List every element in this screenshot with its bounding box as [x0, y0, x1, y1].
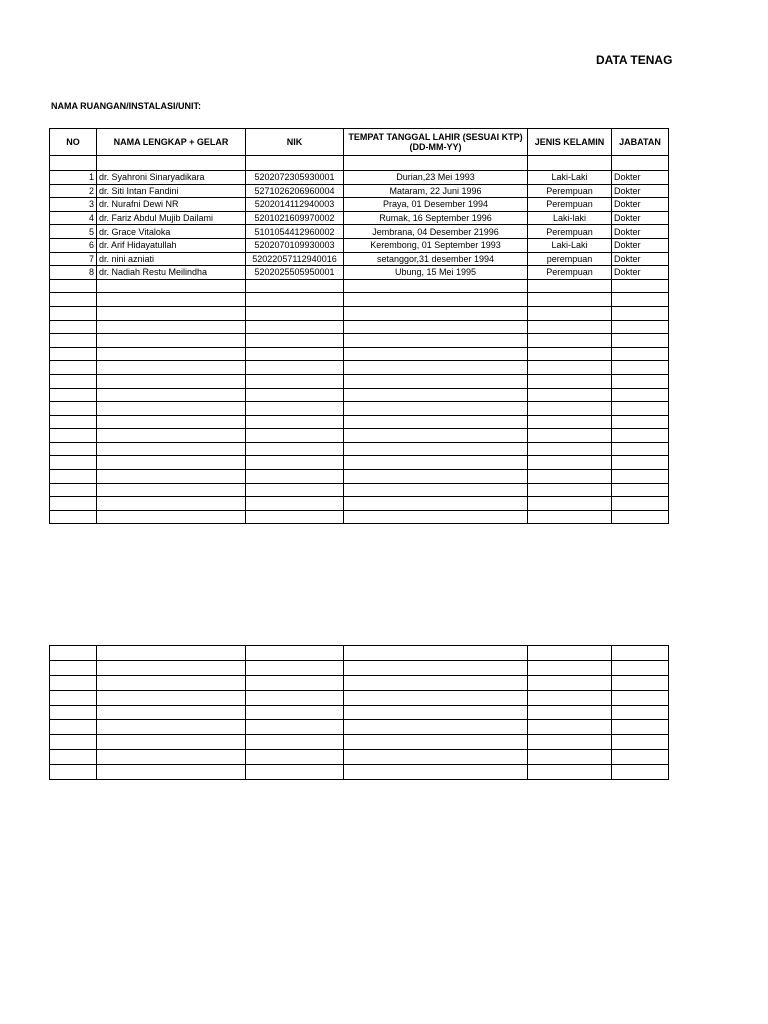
- empty-cell: [246, 660, 344, 675]
- table-row: [50, 361, 669, 375]
- empty-cell: [246, 402, 344, 416]
- table-row: [50, 334, 669, 348]
- empty-cell: [344, 483, 528, 497]
- empty-cell: [50, 720, 97, 735]
- cell-no: 1: [50, 171, 97, 185]
- empty-cell: [97, 334, 246, 348]
- cell-birth: Kerembong, 01 September 1993: [344, 238, 528, 252]
- cell-position: Dokter: [612, 266, 669, 280]
- empty-cell: [528, 456, 612, 470]
- cell-no: 2: [50, 184, 97, 198]
- empty-cell: [246, 690, 344, 705]
- empty-cell: [344, 402, 528, 416]
- cell-gender: Laki-laki: [528, 211, 612, 225]
- cell-name: dr. Grace Vitaloka: [97, 225, 246, 239]
- cell-nik: 5202070109930003: [246, 238, 344, 252]
- empty-cell: [612, 361, 669, 375]
- empty-cell: [97, 720, 246, 735]
- table-row: [50, 293, 669, 307]
- empty-cell: [612, 347, 669, 361]
- empty-cell: [246, 320, 344, 334]
- empty-cell: [246, 483, 344, 497]
- empty-cell: [50, 442, 97, 456]
- empty-cell: [612, 388, 669, 402]
- empty-cell: [528, 483, 612, 497]
- cell-gender: Perempuan: [528, 198, 612, 212]
- empty-cell: [246, 470, 344, 484]
- empty-cell: [528, 429, 612, 443]
- table-row: [50, 483, 669, 497]
- empty-cell: [97, 646, 246, 661]
- cell-gender: Laki-Laki: [528, 238, 612, 252]
- cell-position: Dokter: [612, 225, 669, 239]
- empty-cell: [50, 735, 97, 750]
- table-row: [50, 279, 669, 293]
- cell-birth: Mataram, 22 Juni 1996: [344, 184, 528, 198]
- empty-cell: [50, 690, 97, 705]
- empty-cell: [50, 470, 97, 484]
- cell-nik: 5101054412960002: [246, 225, 344, 239]
- cell-position: Dokter: [612, 238, 669, 252]
- table-row: [50, 765, 669, 780]
- cell-birth: Jembrana, 04 Desember 21996: [344, 225, 528, 239]
- empty-cell: [344, 690, 528, 705]
- empty-cell: [246, 675, 344, 690]
- table-row: [50, 211, 669, 225]
- header-no: NO: [50, 129, 97, 156]
- empty-cell: [246, 334, 344, 348]
- empty-cell: [97, 660, 246, 675]
- empty-cell: [528, 497, 612, 511]
- cell-position: Dokter: [612, 252, 669, 266]
- empty-cell: [528, 320, 612, 334]
- empty-cell: [528, 470, 612, 484]
- cell-no: 4: [50, 211, 97, 225]
- empty-cell: [612, 456, 669, 470]
- header-position: JABATAN: [612, 129, 669, 156]
- empty-cell: [344, 660, 528, 675]
- empty-cell: [612, 334, 669, 348]
- empty-cell: [97, 293, 246, 307]
- empty-cell: [97, 306, 246, 320]
- empty-cell: [97, 675, 246, 690]
- cell-position: Dokter: [612, 211, 669, 225]
- empty-cell: [344, 470, 528, 484]
- table-row: [50, 156, 669, 171]
- empty-cell: [612, 483, 669, 497]
- empty-cell: [528, 279, 612, 293]
- empty-cell: [528, 690, 612, 705]
- empty-cell: [97, 750, 246, 765]
- cell-gender: Perempuan: [528, 184, 612, 198]
- table-row: [50, 388, 669, 402]
- empty-cell: [612, 306, 669, 320]
- table-row: [50, 306, 669, 320]
- cell-birth: Durian,23 Mei 1993: [344, 171, 528, 185]
- empty-cell: [246, 720, 344, 735]
- empty-cell: [528, 735, 612, 750]
- empty-cell: [612, 675, 669, 690]
- cell-name: dr. nini azniati: [97, 252, 246, 266]
- header-birth: TEMPAT TANGGAL LAHIR (SESUAI KTP) (DD-MM-YY): [344, 129, 528, 156]
- empty-cell: [246, 497, 344, 511]
- empty-cell: [528, 293, 612, 307]
- cell-no: 7: [50, 252, 97, 266]
- empty-cell: [344, 510, 528, 524]
- empty-cell: [612, 320, 669, 334]
- empty-cell: [97, 456, 246, 470]
- cell-birth: Rumak, 16 September 1996: [344, 211, 528, 225]
- table-header-row: [50, 129, 669, 156]
- empty-cell: [50, 497, 97, 511]
- empty-cell: [612, 442, 669, 456]
- table-row: [50, 735, 669, 750]
- table-row: [50, 660, 669, 675]
- cell-name: dr. Nadiah Restu Meilindha: [97, 266, 246, 280]
- cell-birth: Praya, 01 Desember 1994: [344, 198, 528, 212]
- empty-cell: [612, 735, 669, 750]
- empty-cell: [612, 374, 669, 388]
- empty-cell: [50, 334, 97, 348]
- empty-cell: [344, 442, 528, 456]
- cell-nik: 5271026206960004: [246, 184, 344, 198]
- empty-cell: [528, 675, 612, 690]
- table-row: [50, 429, 669, 443]
- table-row: [50, 374, 669, 388]
- empty-cell: [612, 646, 669, 661]
- empty-cell: [528, 334, 612, 348]
- empty-table-body: [50, 646, 669, 780]
- empty-cell: [344, 720, 528, 735]
- empty-cell: [344, 765, 528, 780]
- empty-cell: [50, 388, 97, 402]
- header-gender: JENIS KELAMIN: [528, 129, 612, 156]
- empty-cell: [528, 720, 612, 735]
- empty-cell: [344, 374, 528, 388]
- cell-nik: 52022057112940016: [246, 252, 344, 266]
- empty-cell: [50, 660, 97, 675]
- empty-cell: [50, 374, 97, 388]
- empty-cell: [97, 690, 246, 705]
- header-name: NAMA LENGKAP + GELAR: [97, 129, 246, 156]
- table-row: [50, 238, 669, 252]
- empty-cell: [97, 483, 246, 497]
- empty-cell: [528, 347, 612, 361]
- empty-cell: [246, 279, 344, 293]
- table-row: [50, 646, 669, 661]
- empty-cell: [344, 334, 528, 348]
- empty-cell: [246, 415, 344, 429]
- empty-cell: [50, 646, 97, 661]
- empty-cell: [97, 361, 246, 375]
- empty-cell: [50, 429, 97, 443]
- empty-cell: [246, 442, 344, 456]
- empty-cell: [50, 402, 97, 416]
- staff-table: [49, 128, 669, 524]
- empty-cell: [97, 442, 246, 456]
- empty-cell: [50, 320, 97, 334]
- empty-cell: [528, 442, 612, 456]
- table-row: [50, 415, 669, 429]
- table-row: [50, 402, 669, 416]
- table-row: [50, 320, 669, 334]
- cell-name: dr. Arif Hidayatullah: [97, 238, 246, 252]
- empty-cell: [50, 675, 97, 690]
- empty-cell: [344, 388, 528, 402]
- empty-cell: [528, 750, 612, 765]
- empty-cell: [612, 293, 669, 307]
- empty-cell: [528, 306, 612, 320]
- table-row: [50, 750, 669, 765]
- empty-cell: [612, 750, 669, 765]
- table-row: [50, 497, 669, 511]
- cell-name: dr. Siti Intan Fandini: [97, 184, 246, 198]
- document-title: DATA TENAG: [596, 53, 673, 67]
- empty-cell: [50, 765, 97, 780]
- empty-cell: [97, 347, 246, 361]
- empty-cell: [612, 660, 669, 675]
- empty-cell: [612, 415, 669, 429]
- empty-cell: [97, 765, 246, 780]
- empty-cell: [97, 388, 246, 402]
- empty-cell: [528, 765, 612, 780]
- empty-table: [49, 645, 669, 780]
- empty-cell: [344, 320, 528, 334]
- empty-cell: [344, 293, 528, 307]
- cell-gender: Perempuan: [528, 266, 612, 280]
- empty-cell: [50, 705, 97, 720]
- empty-cell: [344, 306, 528, 320]
- cell-nik: 5202072305930001: [246, 171, 344, 185]
- empty-cell: [97, 497, 246, 511]
- empty-cell: [246, 347, 344, 361]
- empty-cell: [612, 690, 669, 705]
- empty-cell: [612, 720, 669, 735]
- cell-birth: setanggor,31 desember 1994: [344, 252, 528, 266]
- unit-label: NAMA RUANGAN/INSTALASI/UNIT:: [51, 101, 201, 111]
- empty-cell: [50, 361, 97, 375]
- cell-no: 6: [50, 238, 97, 252]
- empty-cell: [612, 402, 669, 416]
- cell-name: dr. Syahroni Sinaryadikara: [97, 171, 246, 185]
- empty-cell: [246, 750, 344, 765]
- cell-gender: Perempuan: [528, 225, 612, 239]
- empty-cell: [344, 735, 528, 750]
- cell-position: Dokter: [612, 171, 669, 185]
- empty-cell: [246, 646, 344, 661]
- empty-cell: [50, 293, 97, 307]
- cell-position: Dokter: [612, 184, 669, 198]
- cell-nik: 5202014112940003: [246, 198, 344, 212]
- empty-cell: [246, 293, 344, 307]
- empty-cell: [50, 483, 97, 497]
- cell-no: 8: [50, 266, 97, 280]
- table-body: [50, 156, 669, 524]
- table-row: [50, 720, 669, 735]
- empty-cell: [246, 456, 344, 470]
- cell-birth: Ubung, 15 Mei 1995: [344, 266, 528, 280]
- empty-cell: [50, 306, 97, 320]
- empty-cell: [50, 510, 97, 524]
- empty-cell: [528, 705, 612, 720]
- cell-position: Dokter: [612, 198, 669, 212]
- cell-name: dr. Fariz Abdul Mujib Dailami: [97, 211, 246, 225]
- empty-cell: [97, 429, 246, 443]
- empty-cell: [344, 347, 528, 361]
- empty-cell: [246, 388, 344, 402]
- table-row: [50, 198, 669, 212]
- empty-cell: [246, 765, 344, 780]
- empty-cell: [97, 735, 246, 750]
- table-row: [50, 675, 669, 690]
- empty-cell: [344, 497, 528, 511]
- empty-cell: [97, 374, 246, 388]
- empty-cell: [50, 415, 97, 429]
- empty-cell: [528, 361, 612, 375]
- empty-cell: [612, 510, 669, 524]
- empty-cell: [528, 660, 612, 675]
- empty-cell: [50, 456, 97, 470]
- empty-cell: [528, 402, 612, 416]
- table-row: [50, 442, 669, 456]
- empty-cell: [50, 750, 97, 765]
- empty-cell: [344, 646, 528, 661]
- empty-cell: [528, 374, 612, 388]
- table-row: [50, 171, 669, 185]
- empty-cell: [246, 735, 344, 750]
- table-row: [50, 456, 669, 470]
- empty-cell: [246, 374, 344, 388]
- empty-cell: [97, 279, 246, 293]
- empty-cell: [344, 429, 528, 443]
- cell-gender: perempuan: [528, 252, 612, 266]
- table-row: [50, 347, 669, 361]
- empty-cell: [612, 497, 669, 511]
- empty-cell: [97, 320, 246, 334]
- cell-name: dr. Nurafni Dewi NR: [97, 198, 246, 212]
- empty-cell: [246, 306, 344, 320]
- empty-cell: [50, 279, 97, 293]
- empty-cell: [344, 456, 528, 470]
- cell-gender: Laki-Laki: [528, 171, 612, 185]
- table-row: [50, 184, 669, 198]
- empty-cell: [344, 361, 528, 375]
- empty-cell: [344, 415, 528, 429]
- empty-cell: [344, 279, 528, 293]
- empty-cell: [97, 470, 246, 484]
- empty-cell: [50, 347, 97, 361]
- empty-cell: [612, 279, 669, 293]
- empty-cell: [246, 361, 344, 375]
- cell-nik: 5202025505950001: [246, 266, 344, 280]
- empty-cell: [528, 510, 612, 524]
- empty-cell: [344, 675, 528, 690]
- empty-cell: [97, 705, 246, 720]
- cell-no: 5: [50, 225, 97, 239]
- table-row: [50, 225, 669, 239]
- empty-cell: [246, 429, 344, 443]
- table-row: [50, 252, 669, 266]
- empty-cell: [612, 705, 669, 720]
- empty-cell: [246, 705, 344, 720]
- empty-cell: [612, 429, 669, 443]
- table-row: [50, 470, 669, 484]
- empty-cell: [246, 510, 344, 524]
- cell-no: 3: [50, 198, 97, 212]
- empty-cell: [344, 705, 528, 720]
- empty-cell: [344, 750, 528, 765]
- empty-cell: [612, 765, 669, 780]
- empty-cell: [612, 470, 669, 484]
- empty-cell: [97, 402, 246, 416]
- empty-cell: [97, 510, 246, 524]
- empty-cell: [97, 415, 246, 429]
- cell-nik: 5201021609970002: [246, 211, 344, 225]
- empty-cell: [528, 388, 612, 402]
- empty-cell: [528, 415, 612, 429]
- table-row: [50, 705, 669, 720]
- table-row: [50, 690, 669, 705]
- empty-cell: [528, 646, 612, 661]
- table-row: [50, 510, 669, 524]
- header-nik: NIK: [246, 129, 344, 156]
- table-row: [50, 266, 669, 280]
